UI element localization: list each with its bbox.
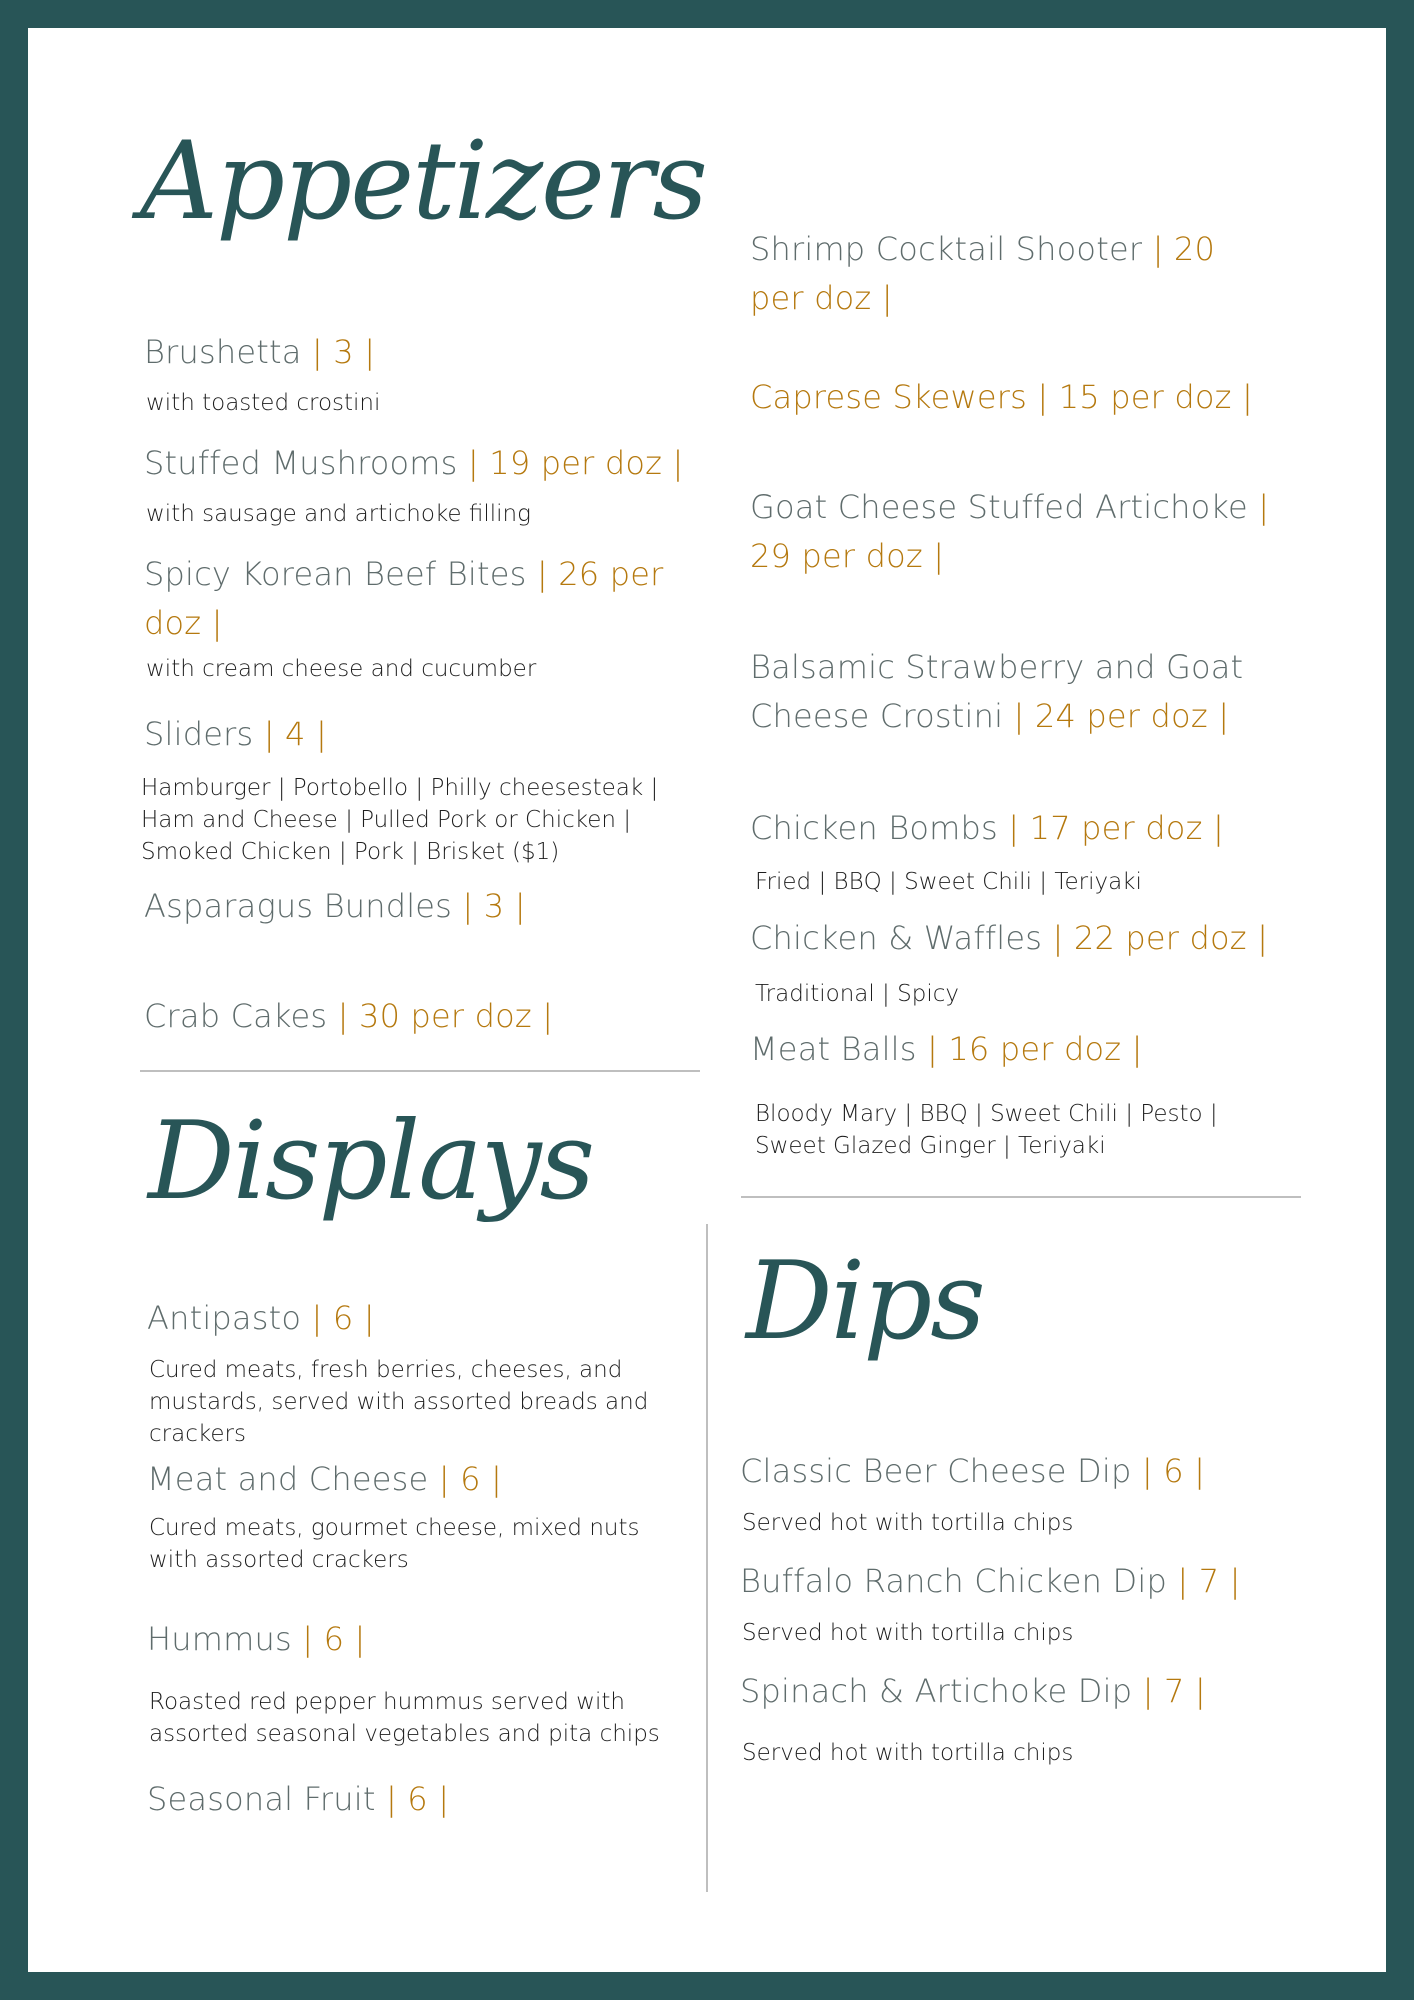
item-price: | 24 per doz | <box>1003 697 1230 735</box>
menu-page <box>28 28 1386 1972</box>
menu-item-meat-and-cheese <box>147 1455 687 1504</box>
item-name: Buffalo Ranch Chicken Dip <box>740 1562 1167 1600</box>
item-name: Shrimp Cocktail Shooter <box>750 230 1143 268</box>
item-price: | 26 per doz | <box>144 555 664 642</box>
item-price: | 22 per doz | <box>1042 919 1269 957</box>
item-price: | 30 per doz | <box>327 997 554 1035</box>
menu-item-buffalo-ranch-chicken-dip <box>740 1557 1300 1606</box>
item-description: Fried | BBQ | Sweet Chili | Teriyaki <box>755 869 1142 895</box>
item-description: Traditional | Spicy <box>755 981 959 1007</box>
item-description: Cured meats, fresh berries, cheeses, and mustards, served with assorted breads and crackers <box>149 1357 649 1447</box>
item-name: Goat Cheese Stuffed Artichoke <box>750 488 1248 526</box>
item-description: Roasted red pepper hummus served with assorted seasonal vegetables and pita chips <box>149 1689 660 1747</box>
item-description: Hamburger | Portobello | Philly cheesesteak | Ham and Cheese | Pulled Pork or Chicken | Smoked Chicken | Pork | Brisket ($1) <box>141 775 659 865</box>
divider-left <box>140 1070 700 1072</box>
item-description: with cream cheese and cucumber <box>146 656 537 682</box>
item-price: | 4 | <box>253 715 327 753</box>
item-name: Chicken Bombs <box>750 809 998 847</box>
item-description: Cured meats, gourmet cheese, mixed nuts with assorted crackers <box>149 1515 640 1573</box>
menu-item-stuffed-mushrooms <box>144 439 684 488</box>
item-name: Sliders <box>144 715 254 753</box>
item-price: | 16 per doz | <box>916 1030 1143 1068</box>
menu-item-antipasto <box>147 1294 687 1343</box>
menu-item-hummus <box>147 1615 687 1664</box>
menu-item-goat-cheese-stuffed-artichoke <box>750 483 1270 581</box>
item-name: Spinach & Artichoke Dip <box>740 1672 1133 1710</box>
menu-item-crab-cakes <box>144 992 684 1041</box>
menu-item-brushetta <box>144 328 684 377</box>
menu-item-asparagus-bundles <box>144 882 684 931</box>
menu-item-chicken-bombs <box>750 804 1290 853</box>
item-price: | 29 per doz | <box>750 488 1270 575</box>
dips-heading: Dips <box>746 1239 984 1364</box>
item-name: Meat and Cheese <box>147 1460 429 1498</box>
menu-item-seasonal-fruit <box>147 1775 687 1824</box>
item-price: | 7 | <box>1132 1672 1206 1710</box>
item-description: Bloody Mary | BBQ | Sweet Chili | Pesto | Sweet Glazed Ginger | Teriyaki <box>755 1101 1218 1159</box>
item-name: Seasonal Fruit <box>147 1780 376 1818</box>
item-description: Served hot with tortilla chips <box>742 1620 1074 1646</box>
divider-right <box>741 1196 1301 1198</box>
item-name: Brushetta <box>144 333 302 371</box>
item-price: Caprese Skewers | 15 per doz | <box>750 378 1253 416</box>
item-name: Classic Beer Cheese Dip <box>740 1452 1132 1490</box>
item-name: Asparagus Bundles <box>144 887 453 925</box>
item-price: | 6 | <box>428 1460 502 1498</box>
item-price: | 6 | <box>301 1299 375 1337</box>
item-price: | 19 per doz | <box>457 444 684 482</box>
item-name: Meat Balls <box>750 1030 917 1068</box>
displays-heading: Displays <box>148 1099 594 1224</box>
item-description: Served hot with tortilla chips <box>742 1510 1074 1536</box>
menu-item-caprese-skewers <box>750 373 1290 422</box>
item-price: | 6 | <box>1131 1452 1206 1490</box>
appetizers-heading: Appetizers <box>140 119 706 244</box>
item-price: | 3 | <box>452 887 526 925</box>
menu-item-meat-balls <box>750 1025 1290 1074</box>
item-name: Hummus <box>147 1620 292 1658</box>
item-name: Crab Cakes <box>144 997 328 1035</box>
menu-item-sliders <box>144 710 684 759</box>
item-description: Served hot with tortilla chips <box>742 1740 1074 1766</box>
item-name: Balsamic Strawberry and Goat Cheese Crostini <box>750 648 1244 735</box>
item-description: with sausage and artichoke filling <box>146 501 531 527</box>
item-description: with toasted crostini <box>146 390 381 416</box>
item-price: | 6 | <box>375 1780 450 1818</box>
item-price: | 20 per doz | <box>750 230 1216 317</box>
menu-item-shrimp-cocktail-shooter <box>750 225 1270 323</box>
menu-item-chicken-and-waffles <box>750 914 1290 963</box>
menu-item-classic-beer-cheese-dip <box>740 1447 1300 1496</box>
menu-item-spinach-artichoke-dip <box>740 1667 1300 1716</box>
item-price: | 3 | <box>301 333 376 371</box>
divider-vertical <box>706 1224 708 1892</box>
item-price: | 17 per doz | <box>997 809 1224 847</box>
item-name: Spicy Korean Beef Bites <box>144 555 527 593</box>
menu-item-balsamic-strawberry-crostini <box>750 643 1270 741</box>
item-price: | 6 | <box>291 1620 366 1658</box>
item-name: Antipasto <box>147 1299 302 1337</box>
item-price: | 7 | <box>1166 1562 1241 1600</box>
item-name: Stuffed Mushrooms <box>144 444 458 482</box>
menu-item-spicy-korean-beef-bites <box>144 550 664 648</box>
item-name: Chicken & Waffles <box>750 919 1043 957</box>
